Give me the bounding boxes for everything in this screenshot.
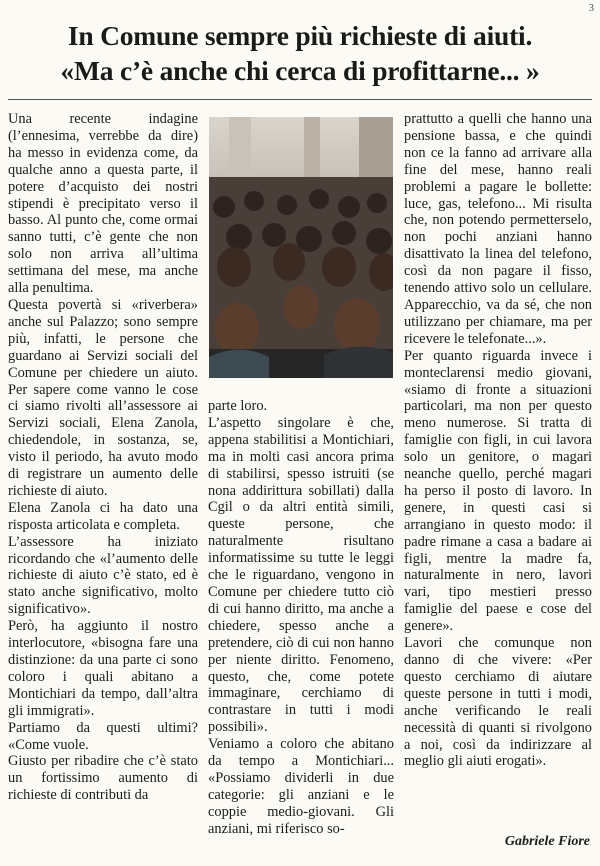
paragraph: Veniamo a coloro che abitano da tempo a Montichiari... «Possiamo dividerli in due categorie: gli anziani e le coppie medio-giovani. Gli anziani, mi riferisco so- [208, 736, 394, 837]
paragraph: Giusto per ribadire che c’è stato un fortissimo aumento di richieste di contributi da [8, 753, 198, 804]
paragraph: Elena Zanola ci ha dato una risposta articolata e completa. [8, 499, 198, 533]
author-signature: Gabriele Fiore [504, 834, 590, 849]
article-column-2 [208, 398, 394, 838]
paragraph: L’assessore ha iniziato ricordando che «l’aumento delle richieste di aiuto c’è stato, ed è stato anche significativo, molto significativo». [8, 533, 198, 618]
headline-line-2: «Ma c’è anche chi cerca di profittarne... » [60, 55, 540, 86]
paragraph: Partiamo da questi ultimi? «Come vuole. [8, 719, 198, 753]
paragraph: L’aspetto singolare è che, appena stabilitisi a Montichiari, ma in molti casi ancora prima di stabilirsi, spesso istruiti (se nona addirittura sobillati) dalla Cgil o da altri entità simili, queste persone, che naturalmente risultano informatissime su tutte le leggi che le riguardano, vengono in Comune per chiedere tutto ciò di cui hanno diritto, ma anche a chiedere, spesso anche a pretendere, ciò di cui non hanno per niente diritto. Fenomeno, questo, che, come potete immaginare, cerchiamo di contrastare in tutti i modi possibili». [208, 414, 394, 736]
article-column-3 [404, 111, 592, 770]
headline-divider [8, 99, 592, 100]
page-number: 3 [588, 2, 594, 14]
article-column-1 [8, 111, 198, 804]
paragraph: Però, ha aggiunto il nostro interlocutore, «bisogna fare una distinzione: da una parte ci sono coloro i quali abitano a Montichiari da tempo, dall’altra gli immigrati». [8, 618, 198, 719]
paragraph: Lavori che comunque non danno di che vivere: «Per questo cerchiamo di aiutare queste persone in tutti i modi, anche verificando le reali necessità di quanti si rivolgono a noi, così da indirizzare al meglio gli aiuti erogati». [404, 635, 592, 770]
crowd-photo [209, 117, 393, 378]
paragraph: Per quanto riguarda invece i monteclarensi medio giovani, «siamo di fronte a situazioni particolari, ma non per questo meno numerose. Si tratta di famiglie con figli, in cui lavora solo un genitore, o magari neanche quello, perché magari ha perso il posto di lavoro. In genere, in questi casi si arrangiano in questo modo: il padre rimane a casa a badare ai figli, mentre la madre fa, naturalmente in nero, lavori vari, tipo mestieri presso famiglie del paese e cose del genere». [404, 347, 592, 635]
paragraph: prattutto a quelli che hanno una pensione bassa, e che quindi non ce la fanno ad arrivare alla fine del mese, hanno reali problemi a pagare le bollette: luce, gas, telefono... Mi risulta che, non potendo permetterselo, non pochi anziani hanno disattivato la linea del telefono, così da non pagare il fisso, tenendo attivo solo un cellulare. Apparecchio, va da sé, che non utilizzano per chiamare, ma per ricevere le telefonate...». [404, 111, 592, 347]
paragraph: Una recente indagine (l’ennesima, verrebbe da dire) ha messo in evidenza come, da qualche anno a questa parte, il potere d’acquisto dei nostri stipendi è precipitato verso il basso. Al punto che, come ormai sanno tutti, c’è gente che non solo non arriva all’ultima settimana del mese, ma anche alla penultima. [8, 111, 198, 297]
paragraph: parte loro. [208, 398, 268, 414]
headline [0, 18, 600, 88]
headline-line-1: In Comune sempre più richieste di aiuti. [67, 20, 533, 51]
paragraph: Questa povertà si «riverbera» anche sul Palazzo; sono sempre più, infatti, le persone che guardano ai Servizi sociali del Comune per chiedere un aiuto. Per sapere come vanno le cose ci siamo rivolti all’assessore ai Servizi sociali, Elena Zanola, chiedendole, in sostanza, se, visto il periodo, ha avuto modo di registrare un aumento delle richieste di aiuto. [8, 296, 198, 499]
